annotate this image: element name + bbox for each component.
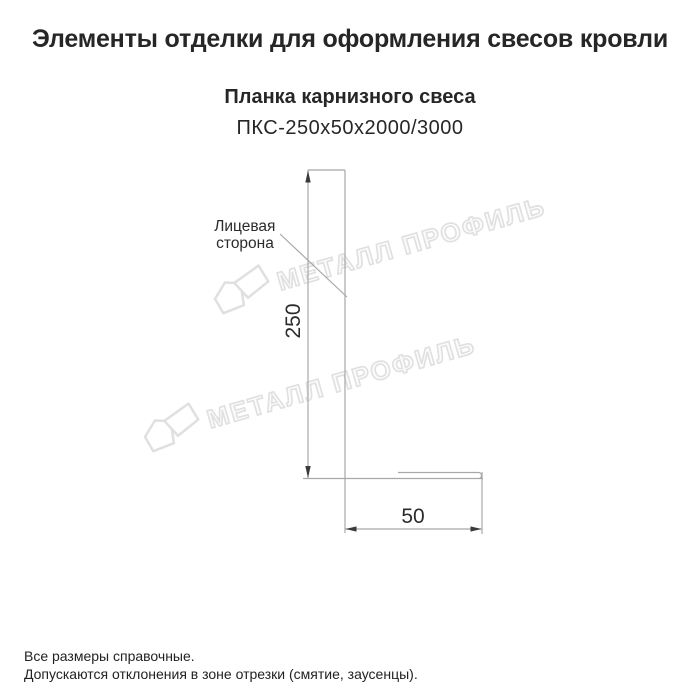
arrow-down-icon: [305, 466, 310, 478]
product-name: Планка карнизного свеса: [224, 86, 476, 108]
footer-note-2: Допускаются отклонения в зоне отрезки (смятие, заусенцы).: [24, 666, 418, 682]
watermark-text: МЕТАЛЛ ПРОФИЛЬ: [203, 328, 479, 435]
watermark-lower: [140, 323, 479, 452]
face-side-label-line1: Лицевая: [214, 218, 276, 235]
footer-note-1: Все размеры справочные.: [24, 648, 195, 664]
watermark-text: МЕТАЛЛ ПРОФИЛЬ: [273, 190, 549, 297]
height-dimension-value: 250: [282, 303, 305, 339]
page-title: Элементы отделки для оформления свесов кровли: [32, 25, 668, 53]
face-side-label-line2: сторона: [216, 235, 274, 252]
product-code: ПКС-250х50х2000/3000: [236, 117, 464, 139]
width-dimension-value: 50: [401, 505, 425, 528]
footer-notes: [24, 647, 418, 683]
face-side-label: [214, 218, 280, 252]
arrow-up-icon: [305, 171, 310, 183]
arrow-left-icon: [346, 526, 357, 531]
arrow-right-icon: [471, 526, 482, 531]
